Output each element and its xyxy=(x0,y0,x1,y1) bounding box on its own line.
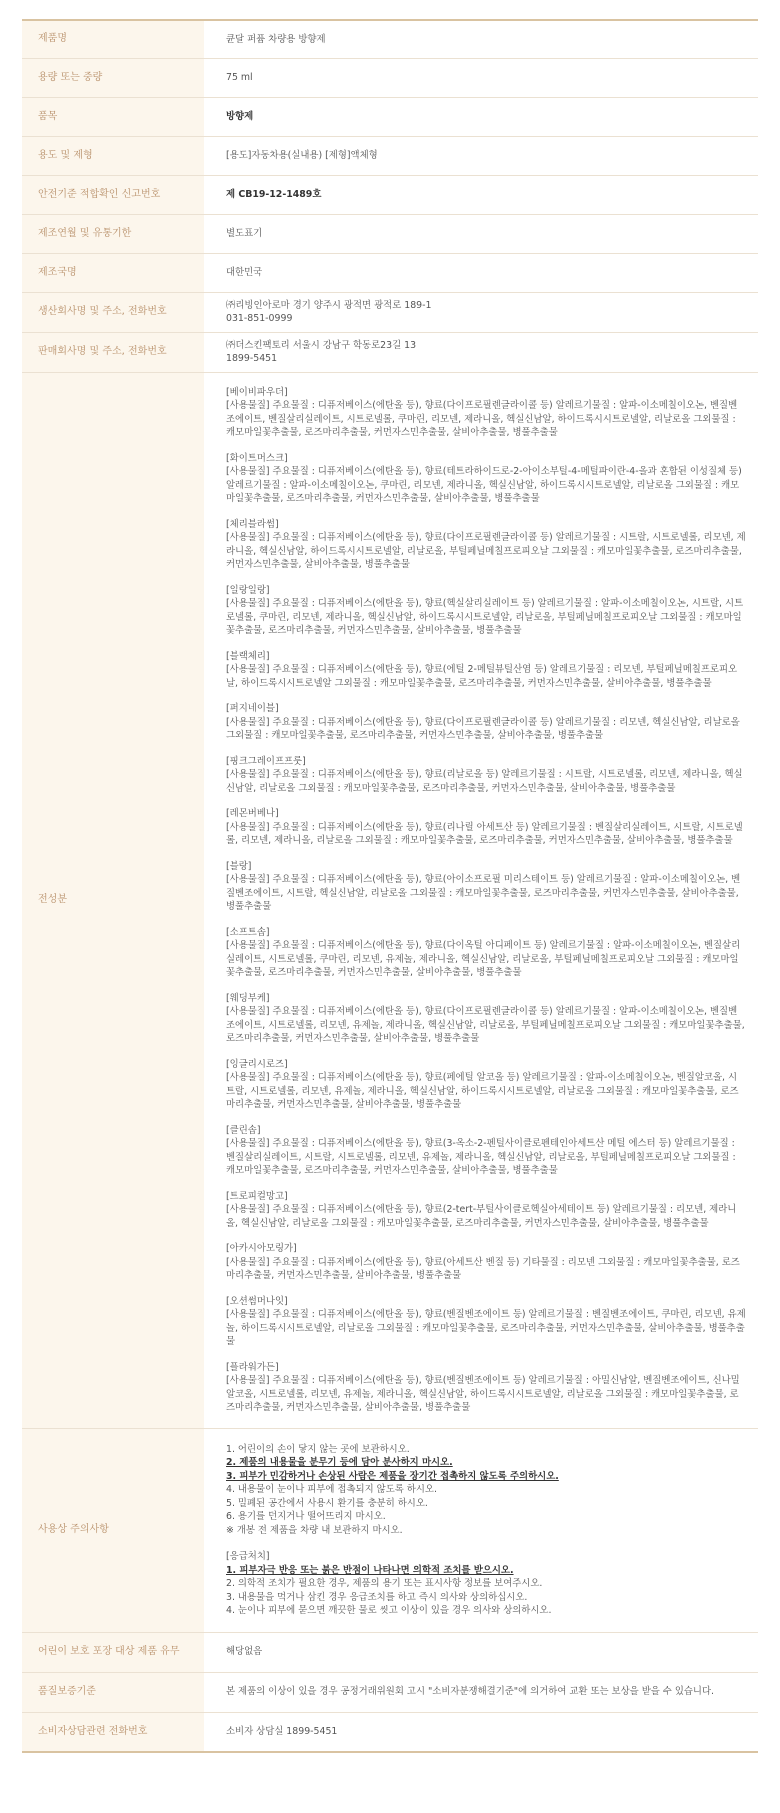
label-manufacturer: 생산회사명 및 주소, 전화번호 xyxy=(22,292,204,332)
ingredient-text: [사용물질] 주요물질 : 디퓨저베이스(에탄올 등), 향료(리날로올 등) 알레르기물질 : 시트랄, 시트로넬롤, 리모넨, 제라니올, 헥실신남알, 리날로올 그외물질 : 캐모마일꽃추출물, 로즈마리추출물, 커먼자스민추출물, 살비아추출물, 병풀추출물 xyxy=(226,769,743,794)
row-category xyxy=(22,97,758,136)
ingredient-text: [사용물질] 주요물질 : 디퓨저베이스(에탄올 등), 향료(벤질벤조에이트 등) 알레르기물질 : 벤질벤조에이트, 쿠마린, 리모넨, 유제놀, 하이드록시시트로넬알, 리날로올 그외물질 : 캐모마일꽃추출물, 로즈마리추출물, 커먼자스민추출물, 살비아추출물, 병풀추출물 xyxy=(226,1309,746,1347)
value-ingredients xyxy=(204,372,758,1428)
label-customer-service: 소비자상담관련 전화번호 xyxy=(22,1712,204,1752)
value-child-protection: 해당없음 xyxy=(204,1632,758,1672)
caution-item: 6. 용기를 던지거나 떨어뜨리지 마시오. xyxy=(226,1511,386,1522)
ingredient-group xyxy=(226,860,746,914)
ingredient-scent-name: [일랑일랑] xyxy=(226,584,270,596)
label-safety-number: 안전기준 적합확인 신고번호 xyxy=(22,175,204,214)
row-country xyxy=(22,253,758,292)
first-aid-item: 2. 의학적 조치가 필요한 경우, 제품의 용기 또는 표시사항 정보를 보여주시오. xyxy=(226,1578,543,1589)
ingredient-group xyxy=(226,992,746,1046)
value-manufacture-date: 별도표기 xyxy=(204,214,758,253)
label-usage-type: 용도 및 제형 xyxy=(22,136,204,175)
value-volume: 75 ml xyxy=(204,58,758,97)
ingredient-scent-name: [레몬버베나] xyxy=(226,808,279,819)
ingredient-group xyxy=(226,1058,746,1112)
ingredient-scent-name: [웨딩부케] xyxy=(226,992,270,1004)
ingredient-group xyxy=(226,1295,746,1349)
label-child-protection: 어린이 보호 포장 대상 제품 유무 xyxy=(22,1632,204,1672)
first-aid-item: 4. 눈이나 피부에 묻으면 깨끗한 물로 씻고 이상이 있을 경우 의사와 상의하시오. xyxy=(226,1605,552,1616)
ingredient-scent-name: [베이비파우더] xyxy=(226,386,288,398)
row-safety-number xyxy=(22,175,758,214)
ingredient-scent-name: [아카시아모링가] xyxy=(226,1243,297,1254)
ingredient-group xyxy=(226,1361,746,1415)
ingredient-scent-name: [플라워가든] xyxy=(226,1361,279,1373)
caution-item: 3. 피부가 민감하거나 손상된 사람은 제품을 장기간 접촉하지 않도록 주의하시오. xyxy=(226,1470,559,1482)
row-child-protection xyxy=(22,1632,758,1672)
ingredient-text: [사용물질] 주요물질 : 디퓨저베이스(에탄올 등), 향료(다이프로필렌글라이콜 등) 알레르기물질 : 알파-이소메칠이오논, 벤질벤조에이트, 시트로넬롤, 리모넨, 유제놀, 제라니올, 헥실신남알, 리날로올, 부틸페닐메칠프로피오날 그외물질 : 캐모마일꽃추출물, 로즈마리추출물, 커먼자스민추출물, 살비아추출물, 병풀추출물 xyxy=(226,1006,745,1044)
ingredient-text: [사용물질] 주요물질 : 디퓨저베이스(에탄올 등), 향료(에틸 2-메틸뷰틸산염 등) 알레르기물질 : 리모넨, 부틸페닐메칠프로피오날, 하이드록시시트로넬알 그외물질 : 캐모마일꽃추출물, 로즈마리추출물, 커먼자스민추출물, 살비아추출물, 병풀추출물 xyxy=(226,664,738,689)
ingredient-group xyxy=(226,518,746,572)
value-quality-guarantee: 본 제품의 이상이 있을 경우 공정거래위원회 고시 "소비자분쟁해결기준"에 의거하여 교환 또는 보상을 받을 수 있습니다. xyxy=(204,1672,758,1712)
value-category: 방향제 xyxy=(204,97,758,136)
ingredient-group xyxy=(226,807,746,848)
first-aid-item: 1. 피부자극 반응 또는 붉은 반점이 나타나면 의학적 조치를 받으시오. xyxy=(226,1564,514,1576)
label-category: 품목 xyxy=(22,97,204,136)
label-cautions: 사용상 주의사항 xyxy=(22,1428,204,1632)
value-customer-service: 소비자 상담실 1899-5451 xyxy=(204,1712,758,1752)
first-aid-item: 3. 내용물을 먹거나 삼킨 경우 응급조치를 하고 즉시 의사와 상의하십시오. xyxy=(226,1591,528,1603)
ingredient-scent-name: [오션썸머나잇] xyxy=(226,1295,288,1307)
ingredient-scent-name: [블랑] xyxy=(226,860,252,872)
ingredient-text: [사용물질] 주요물질 : 디퓨저베이스(에탄올 등), 향료(헥실살리실레이트 등) 알레르기물질 : 알파-이소메칠이오논, 시트랄, 시트로넬롤, 쿠마린, 리모넨, 제라니올, 헥실신남알, 하이드록시시트로넬알, 리날로올, 부틸페닐메칠프로피오날 그외물질 : 캐모마일꽃추출물, 로즈마리추출물, 커먼자스민추출물, 살비아추출물, 병풀추출물 xyxy=(226,598,744,636)
ingredient-text: [사용물질] 주요물질 : 디퓨저베이스(에탄올 등), 향료(아세트산 벤질 등) 기타물질 : 리모넨 그외물질 : 캐모마일꽃추출물, 로즈마리추출물, 커먼자스민추출물, 살비아추출물, 병풀추출물 xyxy=(226,1256,740,1281)
value-manufacturer: ㈜리빙인아로마 경기 양주시 광적면 광적로 189-1 031-851-0999 xyxy=(204,292,758,332)
first-aid-list xyxy=(226,1564,746,1618)
caution-item: 4. 내용물이 눈이나 피부에 접촉되지 않도록 하시오. xyxy=(226,1484,437,1495)
ingredient-text: [사용물질] 주요물질 : 디퓨저베이스(에탄올 등), 향료(2-tert-부틸사이클로헥실아세테이트 등) 알레르기물질 : 리모넨, 제라니올, 헥실신남알, 리날로올 그외물질 : 캐모마일꽃추출물, 로즈마리추출물, 커먼자스민추출물, 살비아추출물, 병풀추출물 xyxy=(226,1204,737,1229)
ingredient-scent-name: [핑크그레이프프룻] xyxy=(226,755,306,767)
ingredient-scent-name: [소프트솝] xyxy=(226,926,270,938)
caution-item: 5. 밀폐된 공간에서 사용시 환기를 충분히 하시오. xyxy=(226,1497,428,1509)
ingredient-group xyxy=(226,755,746,796)
ingredient-text: [사용물질] 주요물질 : 디퓨저베이스(에탄올 등), 향료(벤질벤조에이트 등) 알레르기물질 : 아밀신남알, 벤질벤조에이트, 신나밀알코올, 시트로넬롤, 리모넨, 유제놀, 제라니올, 헥실신남알, 하이드록시시트로넬알, 리날로올 그외물질 : 캐모마일꽃추출물, 로즈마리추출물, 커먼자스민추출물, 살비아추출물, 병풀추출물 xyxy=(226,1375,740,1413)
row-volume xyxy=(22,58,758,97)
ingredient-text: [사용물질] 주요물질 : 디퓨저베이스(에탄올 등), 향료(테트라하이드로-2-아이소부틸-4-메틸파이란-4-올과 혼합된 이성질체 등) 알레르기물질 : 알파-이소메칠이오논, 쿠마린, 리모넨, 제라니올, 헥실신남알, 하이드록시시트로넬알, 리날로올 그외물질 : 캐모마일꽃추출물, 로즈마리추출물, 커먼자스민추출물, 살비아추출물, 병풀추출물 xyxy=(226,466,742,504)
value-usage-type: [용도]자동차용(실내용) [제형]액체형 xyxy=(204,136,758,175)
ingredient-text: [사용물질] 주요물질 : 디퓨저베이스(에탄올 등), 향료(다이프로필렌글라이콜 등) 알레르기물질 : 알파-이소메칠이오논, 벤질벤조에이트, 벤질살리실레이트, 시트로넬롤, 쿠마린, 리모넨, 제라니올, 헥실신남알, 하이드록시시트로넬알, 리날로올 그외물질 : 캐모마일꽃추출물, 로즈마리추출물, 커먼자스민추출물, 살비아추출물, 병풀추출물 xyxy=(226,400,738,438)
row-seller xyxy=(22,332,758,372)
product-info-table xyxy=(22,19,758,1753)
ingredient-scent-name: [잉글리시로즈] xyxy=(226,1058,288,1070)
row-cautions xyxy=(22,1428,758,1632)
caution-item: 1. 어린이의 손이 닿지 않는 곳에 보관하시오. xyxy=(226,1443,410,1455)
row-manufacture-date xyxy=(22,214,758,253)
ingredient-text: [사용물질] 주요물질 : 디퓨저베이스(에탄올 등), 향료(다이옥틸 아디페이트 등) 알레르기물질 : 알파-이소메칠이오논, 벤질살리실레이트, 시트로넬롤, 쿠마린, 리모넨, 유제놀, 제라니올, 헥실신남알, 리날로올, 부틸페닐메칠프로피오날 그외물질 : 캐모마일꽃추출물, 로즈마리추출물, 커먼자스민추출물, 살비아추출물, 병풀추출물 xyxy=(226,940,741,978)
row-product-name xyxy=(22,20,758,58)
value-cautions xyxy=(204,1428,758,1632)
ingredient-text: [사용물질] 주요물질 : 디퓨저베이스(에탄올 등), 향료(다이프로필렌글라이콜 등) 알레르기물질 : 리모넨, 헥실신남알, 리날로올 그외물질 : 캐모마일꽃추출물, 로즈마리추출물, 커먼자스민추출물, 살비아추출물, 병풀추출물 xyxy=(226,716,740,741)
ingredient-group xyxy=(226,926,746,980)
ingredient-text: [사용물질] 주요물질 : 디퓨저베이스(에탄올 등), 향료(아이소프로필 미리스테이트 등) 알레르기물질 : 알파-이소메칠이오논, 벤질벤조에이트, 시트랄, 헥실신남알, 리날로올 그외물질 : 캐모마일꽃추출물, 로즈마리추출물, 커먼자스민추출물, 살비아추출물, 병풀추출물 xyxy=(226,874,741,912)
ingredient-text: [사용물질] 주요물질 : 디퓨저베이스(에탄올 등), 향료(다이프로필렌글라이콜 등) 알레르기물질 : 시트랄, 시트로넬롤, 리모넨, 제라니올, 헥실신남알, 하이드록시시트로넬알, 리날로올, 부틸페닐메칠프로피오날 그외물질 : 캐모마일꽃추출물, 로즈마리추출물, 커먼자스민추출물, 살비아추출물, 병풀추출물 xyxy=(226,532,746,570)
label-country: 제조국명 xyxy=(22,253,204,292)
label-manufacture-date: 제조연월 및 유통기한 xyxy=(22,214,204,253)
row-ingredients xyxy=(22,372,758,1428)
value-safety-number: 제 CB19-12-1489호 xyxy=(204,175,758,214)
ingredient-group xyxy=(226,702,746,743)
row-manufacturer xyxy=(22,292,758,332)
ingredient-scent-name: [체리블라썸] xyxy=(226,518,279,530)
ingredient-group xyxy=(226,1242,746,1283)
ingredient-text: [사용물질] 주요물질 : 디퓨저베이스(에탄올 등), 향료(페에틸 알코올 등) 알레르기물질 : 알파-이소메칠이오논, 벤질알코올, 시트랄, 시트로넬롤, 리모넨, 유제놀, 제라니올, 헥실신남알, 하이드록시시트로넬알, 리날로올 그외물질 : 캐모마일꽃추출물, 로즈마리추출물, 커먼자스민추출물, 살비아추출물, 병풀추출물 xyxy=(226,1072,739,1110)
value-seller: ㈜더스킨팩토리 서울시 강남구 학동로23길 13 1899-5451 xyxy=(204,332,758,372)
ingredient-group xyxy=(226,1190,746,1231)
caution-list xyxy=(226,1443,746,1538)
value-product-name: 큔달 퍼퓸 차량용 방향제 xyxy=(226,33,326,45)
ingredient-group xyxy=(226,650,746,691)
first-aid-title: [응급처치] xyxy=(226,1551,270,1562)
ingredient-group xyxy=(226,584,746,638)
label-product-name: 제품명 xyxy=(22,20,204,58)
caution-item: 2. 제품의 내용물을 분무기 등에 담아 분사하지 마시오. xyxy=(226,1457,453,1468)
ingredient-text: [사용물질] 주요물질 : 디퓨저베이스(에탄올 등), 향료(3-옥소-2-펜틸사이클로펜테인아세트산 메틸 에스터 등) 알레르기물질 : 벤질살리실레이트, 시트랄, 시트로넬롤, 리모넨, 유제놀, 제라니올, 헥실신남알, 리날로올, 부틸페닐메칠프로피오날 그외물질 : 캐모마일꽃추출물, 로즈마리추출물, 커먼자스민추출물, 살비아추출물, 병풀추출물 xyxy=(226,1138,736,1176)
label-volume: 용량 또는 중량 xyxy=(22,58,204,97)
ingredient-scent-name: [퍼지네이블] xyxy=(226,703,279,714)
row-usage-type xyxy=(22,136,758,175)
label-quality-guarantee: 품질보증기준 xyxy=(22,1672,204,1712)
ingredient-scent-name: [트로피컬망고] xyxy=(226,1190,288,1202)
ingredient-scent-name: [화이트머스크] xyxy=(226,452,288,464)
ingredient-scent-name: [클린솝] xyxy=(226,1124,261,1136)
ingredient-group xyxy=(226,1124,746,1178)
ingredient-group xyxy=(226,386,746,440)
label-ingredients: 전성분 xyxy=(22,372,204,1428)
ingredient-list xyxy=(226,386,746,1415)
row-customer-service xyxy=(22,1712,758,1752)
row-quality-guarantee xyxy=(22,1672,758,1712)
ingredient-group xyxy=(226,452,746,506)
ingredient-scent-name: [블랙체리] xyxy=(226,650,270,662)
caution-item: ※ 개봉 전 제품을 차량 내 보관하지 마시오. xyxy=(226,1524,403,1536)
label-seller: 판매회사명 및 주소, 전화번호 xyxy=(22,332,204,372)
ingredient-text: [사용물질] 주요물질 : 디퓨저베이스(에탄올 등), 향료(리나릴 아세트산 등) 알레르기물질 : 벤질살리실레이트, 시트랄, 시트로넬롤, 리모넨, 제라니올, 리날로올 그외물질 : 캐모마일꽃추출물, 로즈마리추출물, 커먼자스민추출물, 살비아추출물, 병풀추출물 xyxy=(226,821,743,846)
value-country: 대한민국 xyxy=(204,253,758,292)
